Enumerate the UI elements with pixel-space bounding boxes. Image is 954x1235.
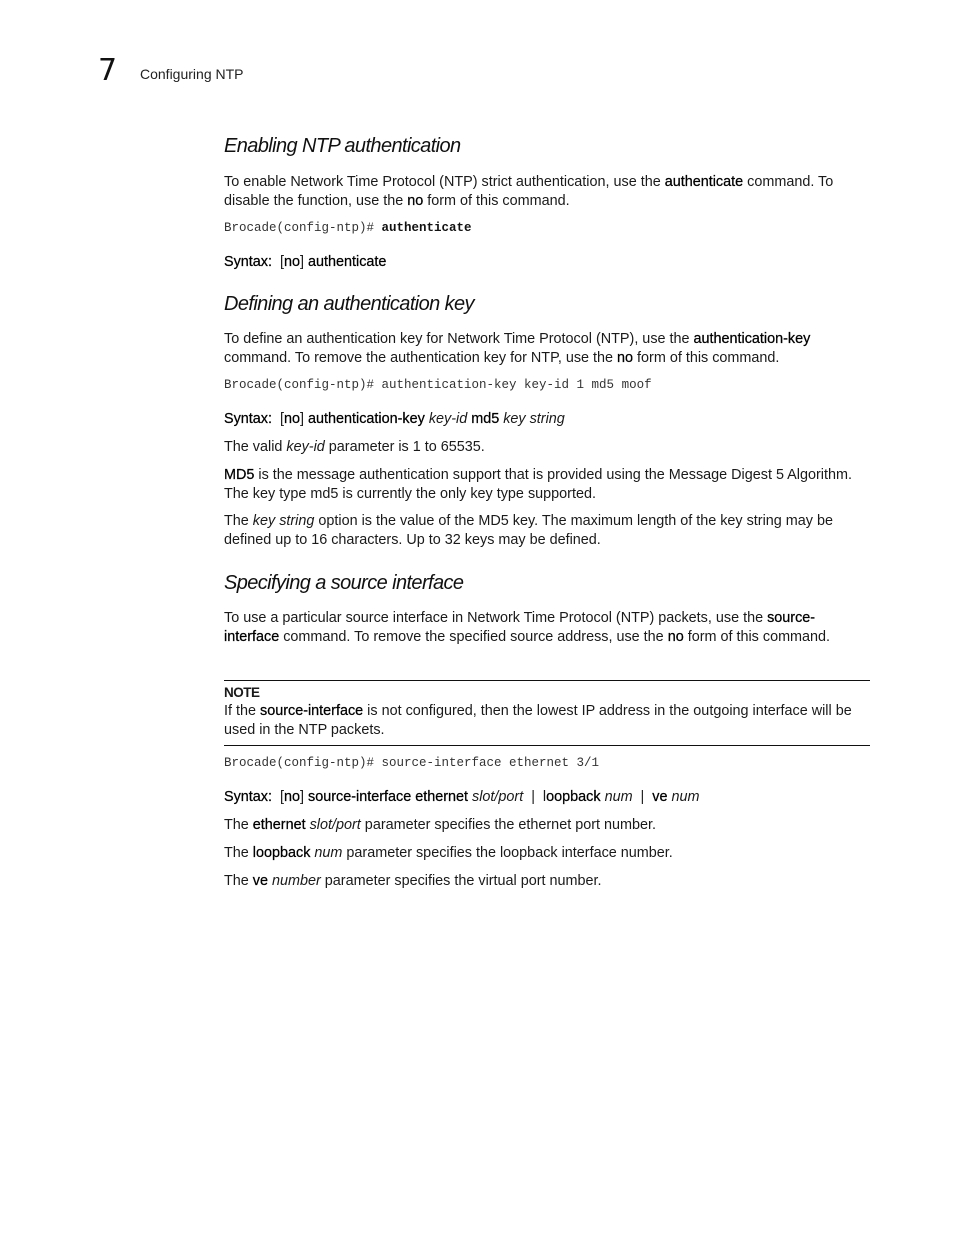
command-keyword: no (407, 192, 424, 209)
section-heading-ntp-authentication: Enabling NTP authentication (224, 135, 461, 157)
code-example-source-interface: Brocade(config-ntp)# source-interface ethernet 3/1 (224, 756, 600, 770)
paragraph-ve-param: The ve number parameter specifies the virtual port number. (224, 873, 602, 889)
paragraph-md5-description: MD5 is the message authentication support that is provided using the Message Digest 5 Algorithm. The key type md5 is currently the only key type supported. (224, 467, 852, 502)
section-heading-authentication-key: Defining an authentication key (224, 293, 474, 315)
syntax-authentication-key: Syntax: [no] authentication-key key-id md5 key string (224, 411, 565, 427)
paragraph-authentication-key-intro: To define an authentication key for Network Time Protocol (NTP), use the authentication-key command. To remove the authentication key for NTP, use the no form of this command. (224, 331, 811, 366)
note-label: NOTE (224, 685, 260, 700)
section-heading-source-interface: Specifying a source interface (224, 572, 464, 594)
chapter-title: Configuring NTP (140, 66, 244, 82)
paragraph-ethernet-param: The ethernet slot/port parameter specifies the ethernet port number. (224, 817, 656, 833)
command-keyword: source-interface (224, 610, 816, 645)
note-text: If the source-interface is not configured, then the lowest IP address in the outgoing interface will be used in the NTP packets. (224, 703, 852, 738)
command-keyword: no (667, 628, 684, 645)
note-box (224, 680, 870, 746)
code-command: authenticate (381, 221, 472, 235)
paragraph-key-string: The key string option is the value of the MD5 key. The maximum length of the key string may be defined up to 16 characters. Up to 32 keys may be defined. (224, 513, 833, 548)
paragraph-source-interface-intro: To use a particular source interface in Network Time Protocol (NTP) packets, use the source-interface command. To remove the specified source address, use the no form of this command. (224, 610, 831, 645)
paragraph-authenticate-intro: To enable Network Time Protocol (NTP) strict authentication, use the authenticate command. To disable the function, use the no form of this command. (224, 174, 834, 209)
command-keyword: no (617, 349, 634, 366)
paragraph-loopback-param: The loopback num parameter specifies the loopback interface number. (224, 845, 673, 861)
code-example-authenticate: Brocade(config-ntp)# authenticate (224, 221, 472, 235)
syntax-source-interface: Syntax: [no] source-interface ethernet slot/port | loopback num | ve num (224, 789, 700, 805)
command-keyword: authentication-key (693, 331, 811, 347)
chapter-number: 7 (98, 53, 118, 88)
code-example-authentication-key: Brocade(config-ntp)# authentication-key key-id 1 md5 moof (224, 378, 652, 392)
paragraph-key-id-range: The valid key-id parameter is 1 to 65535. (224, 439, 485, 455)
command-keyword: authenticate (664, 174, 744, 190)
syntax-authenticate: Syntax: [no] authenticate (224, 254, 387, 270)
